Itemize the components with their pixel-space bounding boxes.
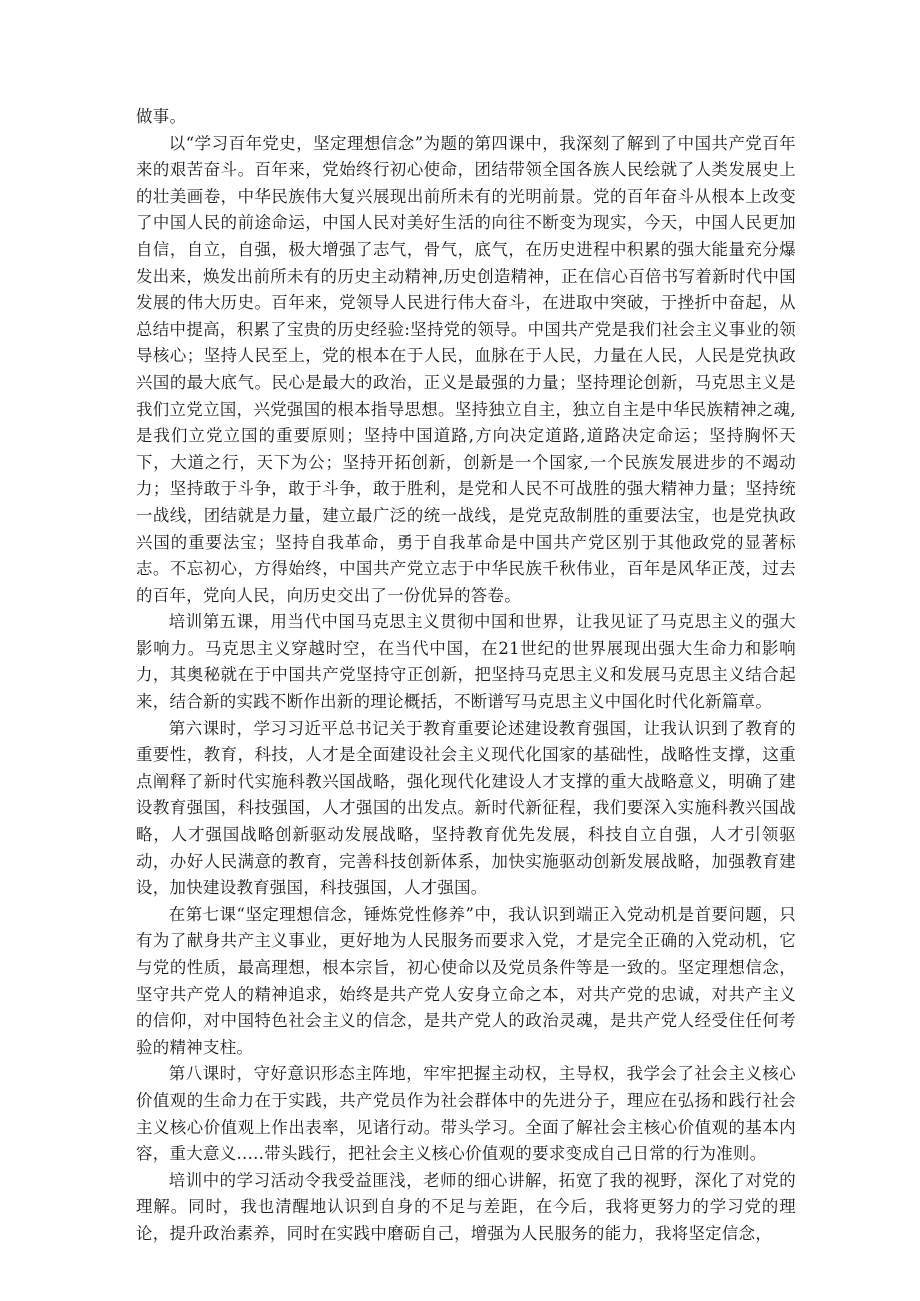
paragraph-lesson-six: 第六课时，学习习近平总书记关于教育重要论述建设教育强国，让我认识到了教育的重要性，教育，科技，人才是全面建设社会主义现代化国家的基础性，战略性支撑，这重点阐释了新时代实施科教兴国战略，强化现代化建设人才支撑的重大战略意义，明确了建设教育强国，科技强国，人才强国的出发点。新时代新征程，我们要深入实施科教兴国战略，人才强国战略创新驱动发展战略，坚持教育优先发展，科技自立自强，人才引领驱动，办好人民满意的教育，完善科技创新体系，加快实施驱动创新发展战略，加强教育建设，加快建设教育强国，科技强国，人才强国。 — [136, 718, 796, 898]
paragraph-lesson-eight: 第八课时，守好意识形态主阵地，牢牢把握主动权，主导权，我学会了社会主义核心价值观的生命力在于实践，共产党员作为社会群体中的先进分子，理应在弘扬和践行社会主义核心价值观上作出表率，见诸行动。带头学习。全面了解社会主核心价值观的基本内容，重大意义.....带头践行，把社会主义核心价值观的要求变成自己日常的行为准则。 — [136, 1064, 796, 1164]
document-body — [136, 104, 796, 1248]
paragraph-lesson-four: 以“学习百年党史，坚定理想信念”为题的第四课中，我深刻了解到了中国共产党百年来的艰苦奋斗。百年来，党始终行初心使命，团结带领全国各族人民绘就了人类发展史上的壮美画卷，中华民族伟大复兴展现出前所未有的光明前景。党的百年奋斗从根本上改变了中国人民的前途命运，中国人民对美好生活的向往不断变为现实，今天，中国人民更加自信，自立，自强，极大增强了志气，骨气，底气，在历史进程中积累的强大能量充分爆发出来，焕发出前所未有的历史主动精神,历史创造精神，正在信心百倍书写着新时代中国发展的伟大历史。百年来，党领导人民进行伟大奋斗，在进取中突破，于挫折中奋起，从总结中提高，积累了宝贵的历史经验:坚持党的领导。中国共产党是我们社会主义事业的领导核心；坚持人民至上，党的根本在于人民，血脉在于人民，力量在人民，人民是党执政兴国的最大底气。民心是最大的政治，正义是最强的力量；坚持理论创新，马克思主义是我们立党立国，兴党强国的根本指导思想。坚持独立自主，独立自主是中华民族精神之魂, 是我们立党立国的重要原则；坚持中国道路,方向决定道路,道路决定命运；坚持胸怀天下，大道之行，天下为公；坚持开拓创新，创新是一个国家,一个民族发展进步的不竭动力；坚持敢于斗争，敢于斗争，敢于胜利，是党和人民不可战胜的强大精神力量；坚持统一战线，团结就是力量，建立最广泛的统一战线，是党克敌制胜的重要法宝，也是党执政兴国的重要法宝；坚持自我革命，勇于自我革命是中国共产党区别于其他政党的显著标志。不忘初心，方得始终，中国共产党立志于中华民族千秋伟业，百年是风华正茂，过去的百年，党向人民，向历史交出了一份优异的答卷。 — [136, 133, 796, 605]
paragraph-continuation: 做事。 — [136, 107, 187, 126]
paragraph-conclusion: 培训中的学习活动令我受益匪浅，老师的细心讲解，拓宽了我的视野，深化了对党的理解。同时，我也清醒地认识到自身的不足与差距，在今后，我将更努力的学习党的理论，提升政治素养，同时在实践中磨砺自己，增强为人民服务的能力，我将坚定信念， — [136, 1170, 796, 1243]
paragraph-lesson-seven: 在第七课“坚定理想信念，锤炼党性修养”中，我认识到端正入党动机是首要问题，只有为了献身共产主义事业，更好地为人民服务而要求入党，才是完全正确的入党动机，它与党的性质，最高理想，根本宗旨，初心使命以及党员条件等是一致的。坚定理想信念，坚守共产党人的精神追求，始终是共产党人安身立命之本，对共产党的忠诚，对共产主义的信仰，对中国特色社会主义的信念，是共产党人的政治灵魂，是共产党人经受住任何考验的精神支柱。 — [136, 904, 796, 1057]
paragraph-lesson-five: 培训第五课，用当代中国马克思主义贯彻中国和世界，让我见证了马克思主义的强大影响力。马克思主义穿越时空，在当代中国，在21世纪的世界展现出强大生命力和影响力，其奥秘就在于中国共产党坚持守正创新，把坚持马克思主义和发展马克思主义结合起来，结合新的实践不断作出新的理论概括，不断谱写马克思主义中国化时代化新篇章。 — [136, 612, 796, 712]
